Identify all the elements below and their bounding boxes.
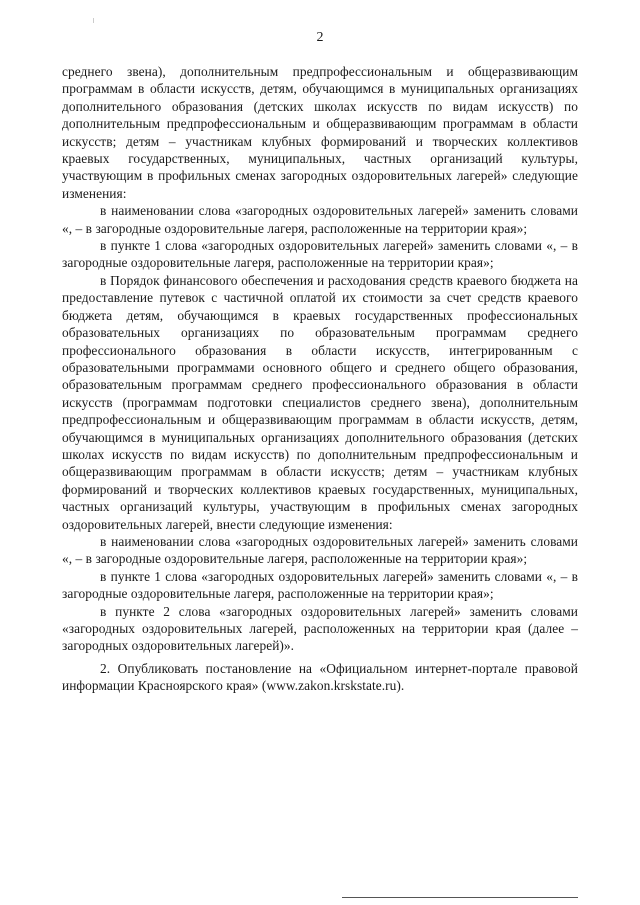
- paragraph-publish-clause: 2. Опубликовать постановление на «Официальном интернет-портале правовой информации Красноярского края» (www.zakon.krskstate.ru).: [62, 660, 578, 694]
- scan-artifact: [93, 18, 94, 23]
- page-number: 2: [316, 30, 324, 45]
- paragraph-procedure-title: в наименовании слова «загородных оздоровительных лагерей» заменить словами «, – в загородные оздоровительные лагеря, расположенные на территории края»;: [62, 533, 578, 567]
- paragraph-procedure-item-2: в пункте 2 слова «загородных оздоровительных лагерей» заменить словами «загородных оздоровительных лагерей, расположенных на территории края (далее – загородных оздоровительных лагерей)».: [62, 603, 578, 654]
- paragraph-continuation: среднего звена), дополнительным предпрофессиональным и общеразвивающим программам в области искусств, детям, обучающимся в муниципальных организациях дополнительного образования (детских школах искусств по видам искусств) по дополнительным предпрофессиональным и общеразвивающим программам в области искусств; детям – участникам клубных формирований и творческих коллективов краевых государственных, муниципальных, частных организаций культуры, участвующим в профильных сменах загородных оздоровительных лагерей» следующие изменения:: [62, 64, 578, 201]
- paragraph-amendment-title: в наименовании слова «загородных оздоровительных лагерей» заменить словами «, – в загородные оздоровительные лагеря, расположенные на территории края»;: [62, 203, 578, 236]
- paragraph-amendment-item-1: в пункте 1 слова «загородных оздоровительных лагерей» заменить словами «, – в загородные оздоровительные лагеря, расположенные на территории края»;: [62, 238, 578, 271]
- paragraph-procedure-item-1: в пункте 1 слова «загородных оздоровительных лагерей» заменить словами «, – в загородные оздоровительные лагеря, расположенные на территории края»;: [62, 568, 578, 602]
- footer-rule: [342, 897, 578, 898]
- document-body: [62, 63, 578, 695]
- paragraph-procedure-amendments: в Порядок финансового обеспечения и расходования средств краевого бюджета на предоставление путевок с частичной оплатой их стоимости за счет средств краевого бюджета детям, обучающимся в краевых государственных профессиональных образовательных организациях по образовательным программам среднего профессионального образования в области искусств, интегрированным с образовательными программами основного общего и среднего общего образования, образовательным программам среднего профессионального образования в области искусств (программам подготовки специалистов среднего звена), дополнительным предпрофессиональным и общеразвивающим программам в области искусств, детям, обучающимся в муниципальных организациях дополнительного образования (детских школах искусств по видам искусств) по дополнительным предпрофессиональным и общеразвивающим программам в области искусств; детям – участникам клубных формирований и творческих коллективов краевых государственных, муниципальных, частных организаций культуры, участвующим в профильных сменах загородных оздоровительных лагерей, внести следующие изменения:: [62, 272, 578, 532]
